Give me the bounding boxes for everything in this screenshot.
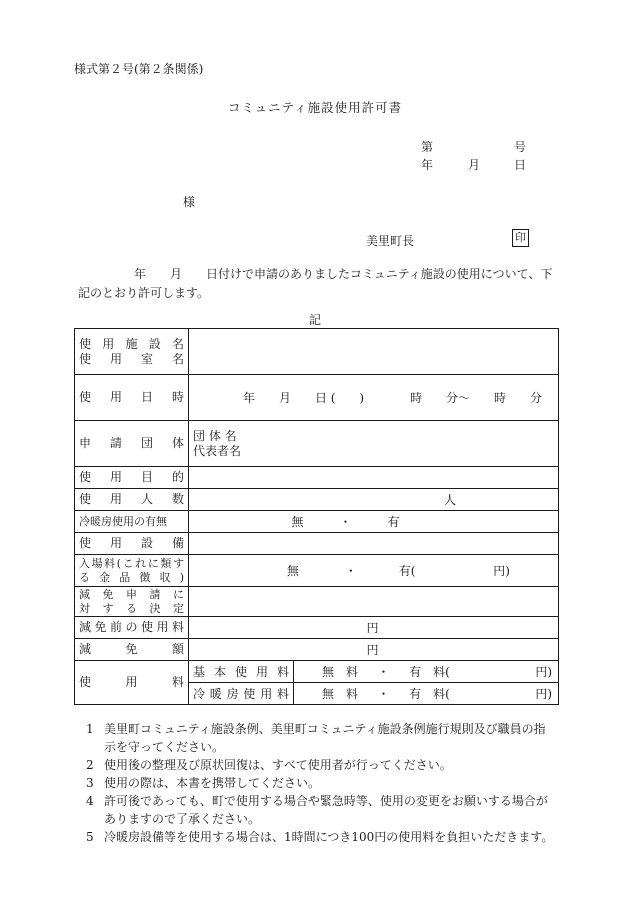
note-item [86, 774, 556, 792]
facility-value[interactable] [189, 329, 559, 375]
aircon-fee-value[interactable] [294, 683, 559, 705]
exempt-amount-unit: 円 [366, 643, 379, 657]
admission-dot: ・ [344, 564, 357, 578]
basic-fee-label: 基 本 使 用 料 [193, 665, 289, 679]
applicant-value[interactable] [189, 421, 559, 467]
admission-yen: 円) [493, 564, 510, 578]
pre-exempt-unit: 円 [366, 621, 379, 635]
admission-label-1: 入場料(これに類す [79, 556, 184, 570]
table-row [75, 555, 559, 587]
table-row [75, 511, 559, 533]
table-row [75, 639, 559, 661]
exemption-label-1: 減 免 申 請 に [79, 587, 184, 601]
note-item [86, 792, 556, 828]
note-text: 許可後であっても、町で使用する場合や緊急時等、使用の変更をお願いする場合がありますので了承ください。 [104, 794, 548, 826]
admission-label-cell [75, 555, 189, 587]
fee-label: 使 用 料 [79, 675, 184, 689]
datetime-hour-start: 時 [410, 391, 423, 405]
note-text: 使用の際は、本書を携帯してください。 [104, 776, 321, 790]
admission-yes: 有( [398, 564, 416, 578]
aircon-label: 冷暖房使用の有無 [79, 514, 167, 528]
note-item [86, 828, 556, 846]
datetime-min-start: 分〜 [446, 391, 471, 405]
basic-fee-value[interactable] [294, 661, 559, 683]
purpose-label-cell [75, 467, 189, 489]
aircon-fee-free: 無 料 [322, 687, 359, 701]
admission-value[interactable] [189, 555, 559, 587]
note-number: 1 [86, 722, 94, 736]
facility-label-2: 使 用 室 名 [79, 351, 184, 366]
table-row [75, 467, 559, 489]
aircon-fee-yen: 円) [535, 687, 552, 701]
exemption-label-2: 対 す る 決 定 [79, 601, 184, 615]
basic-fee-dot: ・ [377, 665, 390, 679]
exempt-amount-label-cell [75, 639, 189, 661]
exemption-value[interactable] [189, 587, 559, 617]
note-text: 使用後の整理及び原状回復は、すべて使用者が行ってください。 [104, 758, 452, 772]
note-number: 4 [86, 794, 94, 808]
note-text: 冷暖房設備等を使用する場合は、1時間につき100円の使用料を負担いただきます。 [104, 830, 554, 844]
applicant-label: 申 請 団 体 [79, 436, 184, 450]
datetime-day: 日 ( ) [314, 391, 365, 405]
aircon-label-cell [75, 511, 189, 533]
people-label: 使 用 人 数 [79, 492, 184, 506]
aircon-fee-label-cell [189, 683, 294, 705]
exempt-amount-label: 減 免 額 [79, 642, 184, 656]
purpose-label: 使 用 目 的 [79, 470, 184, 484]
aircon-options: 無 ・ 有 [291, 515, 400, 529]
basic-fee-paid: 有 料( [409, 665, 450, 679]
table-row [75, 421, 559, 467]
aircon-fee-label: 冷 暖 房 使 用 料 [193, 687, 289, 701]
pre-exempt-label-cell [75, 617, 189, 639]
basic-fee-label-cell [189, 661, 294, 683]
date-day: 日 [514, 158, 527, 172]
date-year: 年 [421, 158, 434, 172]
table-row [75, 375, 559, 421]
note-number: 2 [86, 758, 94, 772]
equipment-value[interactable] [189, 533, 559, 555]
form-reference: 様式第２号(第２条関係) [74, 62, 204, 76]
issuer-name: 美里町長 [366, 234, 415, 248]
datetime-value[interactable] [189, 375, 559, 421]
notes-list [86, 720, 556, 846]
ki-heading: 記 [308, 313, 321, 327]
note-number: 3 [86, 776, 94, 790]
datetime-min-end: 分 [529, 391, 542, 405]
permission-statement: 年 月 日付けで申請のありましたコミュニティ施設の使用について、下記のとおり許可します。 [78, 267, 553, 300]
applicant-group-label: 団 体 名 [193, 428, 237, 443]
note-number: 5 [86, 830, 94, 844]
basic-fee-free: 無 料 [322, 665, 359, 679]
table-row [75, 489, 559, 511]
table-row [75, 533, 559, 555]
facility-label-cell [75, 329, 189, 375]
admission-label-2: る 金 品 徴 収 ) [79, 570, 184, 584]
table-row [75, 329, 559, 375]
table-row [75, 587, 559, 617]
basic-fee-yen: 円) [535, 665, 552, 679]
applicant-rep-label: 代表者名 [193, 443, 242, 458]
equipment-label-cell [75, 533, 189, 555]
equipment-label: 使 用 設 備 [79, 536, 184, 550]
aircon-fee-paid: 有 料( [409, 687, 450, 701]
applicant-label-cell [75, 421, 189, 467]
table-row [75, 617, 559, 639]
note-item [86, 720, 556, 756]
document-title: コミュニティ施設使用許可書 [227, 100, 403, 115]
exempt-amount-value[interactable] [189, 639, 559, 661]
note-item [86, 756, 556, 774]
date-month: 月 [468, 158, 481, 172]
purpose-value[interactable] [189, 467, 559, 489]
pre-exempt-label: 減免前の使用料 [79, 620, 184, 634]
addressee-suffix: 様 [183, 195, 196, 209]
exemption-label-cell [75, 587, 189, 617]
datetime-month: 月 [278, 391, 291, 405]
people-unit: 人 [443, 493, 456, 507]
admission-none: 無 [287, 564, 300, 578]
datetime-label: 使 用 日 時 [79, 390, 184, 404]
number-prefix: 第 [421, 140, 434, 154]
seal-mark: 印 [512, 229, 529, 247]
datetime-year: 年 [243, 391, 256, 405]
permit-table [74, 328, 559, 705]
aircon-value[interactable] [189, 511, 559, 533]
facility-label-1: 使 用 施 設 名 [79, 336, 184, 351]
people-label-cell [75, 489, 189, 511]
table-row [75, 661, 559, 683]
people-value[interactable] [189, 489, 559, 511]
datetime-label-cell [75, 375, 189, 421]
note-text: 美里町コミュニティ施設条例、美里町コミュニティ施設条例施行規則及び職員の指示を守ってください。 [104, 722, 546, 754]
datetime-hour-end: 時 [494, 391, 507, 405]
pre-exempt-value[interactable] [189, 617, 559, 639]
aircon-fee-dot: ・ [377, 687, 390, 701]
number-suffix: 号 [514, 140, 527, 154]
fee-label-cell [75, 661, 189, 705]
